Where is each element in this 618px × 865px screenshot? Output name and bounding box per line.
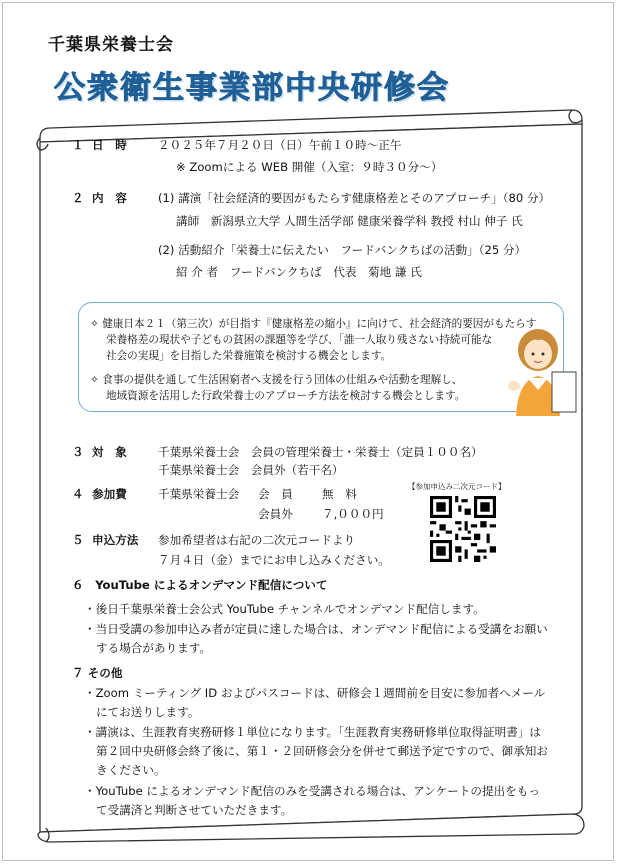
purpose-line-1: ✧ 健康日本２１（第三次）が目指す『健康格差の縮小』に向けて、社会経済的要因がもたらす: [90, 318, 537, 330]
board-shape: [552, 372, 576, 412]
target-line-1: 千葉県栄養士会 会員の管理栄養士・栄養士（定員１００名）: [158, 445, 483, 459]
fee-nonmember-label: 会員外: [258, 507, 293, 521]
s6-bullet-2-cont: する場合があります。: [96, 641, 212, 655]
s4-num: ４: [72, 487, 84, 501]
s6-bullet-1: ・後日千葉県栄養士会公式 YouTube チャンネルでオンデマンド配信します。: [84, 602, 485, 616]
s7-bullet-1: ・Zoom ミーティング ID およびパスコードは、研修会１週間前を目安に参加者へメール: [84, 686, 546, 700]
page-title: 公衆衛生事業部中央研修会: [54, 70, 450, 106]
s2-label: 内 容: [92, 191, 127, 205]
s7-bullet-1-cont: にてお送りします。: [96, 705, 200, 719]
event-note: ※ Zoomによる WEB 開催（入室：９時３０分～）: [176, 160, 443, 174]
fee-member-label: 会 員: [258, 487, 293, 501]
s1-num: １: [72, 138, 84, 152]
s3-num: ３: [72, 445, 84, 459]
apply-line-2: ７月４日（金）までにお申し込みください。: [158, 553, 390, 567]
s7-bullet-2-cont2: きください。: [96, 763, 166, 777]
purpose-line-3: 社会の実現」を目指した栄養施策を検討する機会とします。: [106, 350, 392, 362]
fee-member-value: 無 料: [322, 487, 357, 501]
s7-heading: ７ その他: [72, 666, 123, 680]
event-date: ２０２５年７月２０日（日）午前１０時～正午: [158, 138, 402, 152]
s3-label: 対 象: [92, 445, 127, 459]
organization-name: 千葉県栄養士会: [48, 35, 174, 55]
s5-num: ５: [72, 533, 84, 547]
s2-num: ２: [72, 191, 84, 205]
s7-bullet-2-cont: 第２回中央研修会終了後に、第１・２回研修会分を併せて郵送予定ですので、御承知お: [96, 744, 548, 758]
target-line-2: 千葉県栄養士会 会員外（若干名）: [158, 463, 344, 477]
s6-heading: ６ YouTube によるオンデマンド配信について: [72, 578, 328, 592]
fee-nonmember-value: ７,０００円: [322, 507, 384, 521]
purpose-line-5: 地域資源を活用した行政栄養士のアプローチ方法を検討する機会とします。: [106, 390, 466, 402]
purpose-line-2: 栄養格差の現状や子どもの貧困の課題等を学び、「誰一人取り残さない持続可能な: [106, 334, 493, 346]
program-1-lecturer: 講師 新潟県立大学 人間生活学部 健康栄養学科 教授 村山 伸子 氏: [176, 214, 523, 228]
presenter-illustration: [500, 324, 582, 424]
s7-bullet-3-cont: て受講済と判断させていただきます。: [96, 803, 293, 817]
fee-org: 千葉県栄養士会: [158, 487, 240, 501]
s6-bullet-2: ・当日受講の参加申込み者が定員に達した場合は、オンデマンド配信による受講をお願い: [84, 622, 548, 636]
qr-label: 【参加申込み二次元コード】: [408, 482, 506, 491]
s1-label: 日 時: [92, 138, 127, 152]
s4-label: 参加費: [92, 487, 127, 501]
s7-bullet-2: ・講演は、生涯教育実務研修１単位になります。「生涯教育実務研修単位取得証明書」は: [84, 725, 542, 739]
qr-code[interactable]: [430, 496, 496, 562]
s5-label: 申込方法: [92, 533, 139, 547]
face-shape: [524, 339, 552, 369]
program-2-presenter: 紹 介 者 フードバンクちば 代表 菊地 謙 氏: [176, 265, 422, 279]
program-1: (1) 講演「社会経済的要因がもたらす健康格差とそのアプローチ」（80 分）: [158, 191, 551, 205]
purpose-line-4: ✧ 食事の提供を通して生活困窮者へ支援を行う団体の仕組みや活動を理解し、: [90, 374, 463, 386]
s7-bullet-3: ・YouTube によるオンデマンド配信のみを受講される場合は、アンケートの提出をもっ: [84, 784, 540, 798]
apply-line-1: 参加希望者は右記の二次元コードより: [158, 533, 356, 547]
program-2: (2) 活動紹介「栄養士に伝えたい フードバンクちばの活動」（25 分）: [158, 243, 527, 257]
